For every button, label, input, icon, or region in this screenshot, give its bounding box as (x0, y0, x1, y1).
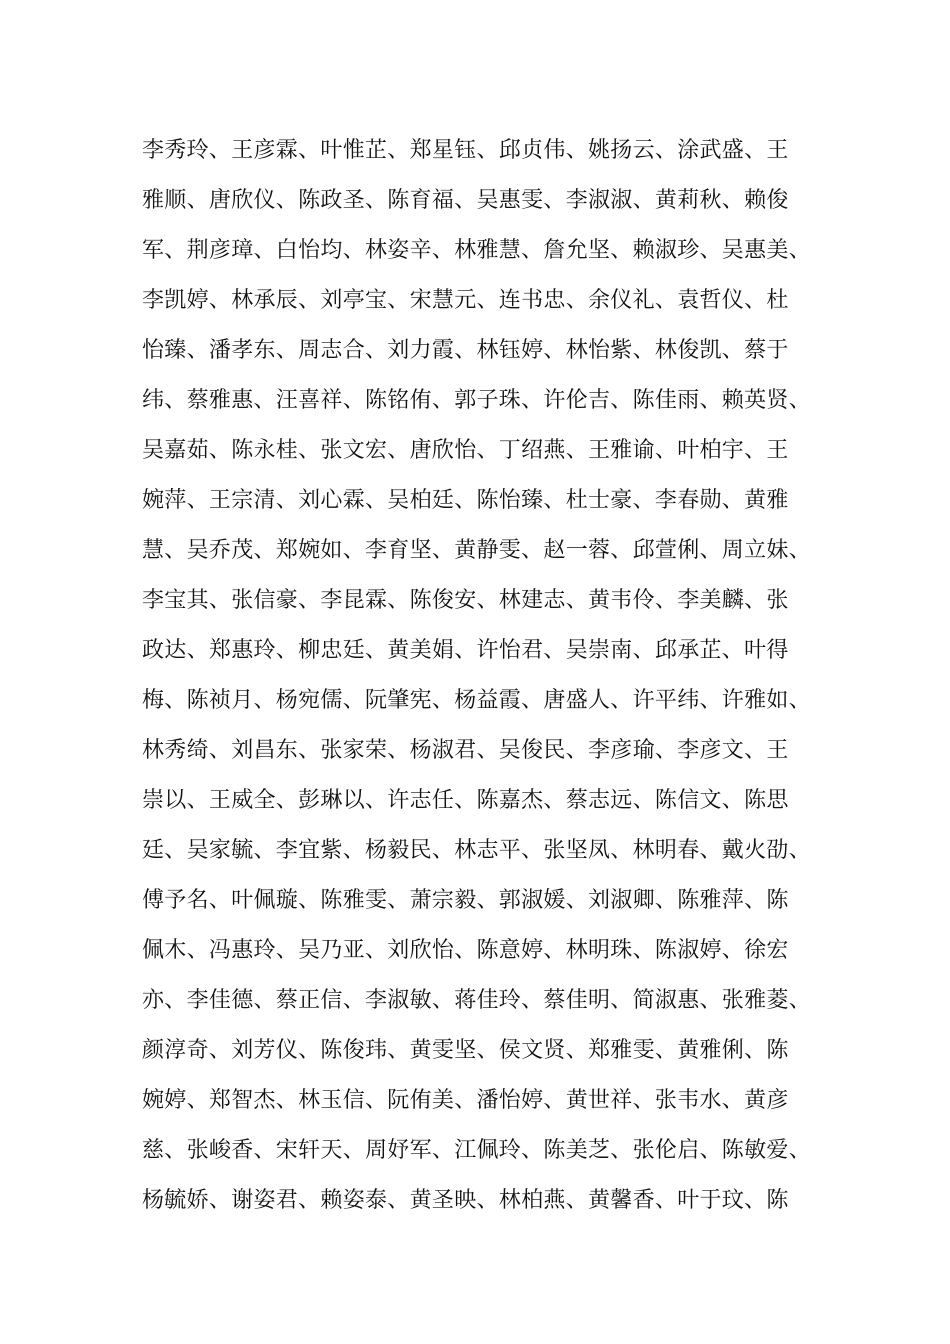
text-line: 纬、蔡雅惠、汪喜祥、陈铭侑、郭子珠、许伦吉、陈佳雨、赖英贤、 (142, 388, 812, 413)
text-line: 杨毓娇、谢姿君、赖姿泰、黄圣映、林柏燕、黄馨香、叶于玟、陈 (142, 1188, 789, 1213)
text-line: 雅顺、唐欣仪、陈政圣、陈育福、吴惠雯、李淑淑、黄莉秋、赖俊 (142, 188, 789, 213)
text-line: 婉婷、郑智杰、林玉信、阮侑美、潘怡婷、黄世祥、张韦水、黄彦 (142, 1088, 789, 1113)
text-line: 婉萍、王宗清、刘心霖、吴柏廷、陈怡臻、杜士豪、李春勋、黄雅 (142, 488, 789, 513)
text-line: 林秀绮、刘昌东、张家荣、杨淑君、吴俊民、李彦瑜、李彦文、王 (142, 738, 789, 763)
text-line: 慈、张峻香、宋轩天、周妤军、江佩玲、陈美芝、张伦启、陈敏爱、 (142, 1138, 812, 1163)
text-line: 廷、吴家毓、李宜紫、杨毅民、林志平、张坚凤、林明春、戴火劭、 (142, 838, 812, 863)
text-line: 怡臻、潘孝东、周志合、刘力霞、林钰婷、林怡紫、林俊凯、蔡于 (142, 338, 789, 363)
text-line: 慧、吴乔茂、郑婉如、李育坚、黄静雯、赵一蓉、邱萱俐、周立妹、 (142, 538, 812, 563)
text-line: 吴嘉茹、陈永桂、张文宏、唐欣怡、丁绍燕、王雅谕、叶柏宇、王 (142, 438, 789, 463)
text-line: 李凯婷、林承辰、刘亭宝、宋慧元、连书忠、余仪礼、袁哲仪、杜 (142, 288, 789, 313)
text-line: 傅予名、叶佩璇、陈雅雯、萧宗毅、郭淑媛、刘淑卿、陈雅萍、陈 (142, 888, 789, 913)
text-line: 颜淳奇、刘芳仪、陈俊玮、黄雯坚、侯文贤、郑雅雯、黄雅俐、陈 (142, 1038, 789, 1063)
text-line: 军、荆彦璋、白怡均、林姿辛、林雅慧、詹允坚、赖淑珍、吴惠美、 (142, 238, 812, 263)
text-line: 李宝其、张信豪、李昆霖、陈俊安、林建志、黄韦伶、李美麟、张 (142, 588, 789, 613)
text-line: 崇以、王威全、彭琳以、许志任、陈嘉杰、蔡志远、陈信文、陈思 (142, 788, 789, 813)
text-line: 李秀玲、王彦霖、叶惟芷、郑星钰、邱贞伟、姚扬云、涂武盛、王 (142, 138, 789, 163)
text-line: 亦、李佳德、蔡正信、李淑敏、蒋佳玲、蔡佳明、简淑惠、张雅菱、 (142, 988, 812, 1013)
name-list-paragraph (142, 131, 822, 1231)
text-line: 梅、陈祯月、杨宛儒、阮肇宪、杨益霞、唐盛人、许平纬、许雅如、 (142, 688, 812, 713)
text-line: 政达、郑惠玲、柳忠廷、黄美娟、许怡君、吴崇南、邱承芷、叶得 (142, 638, 789, 663)
text-line: 佩木、冯惠玲、吴乃亚、刘欣怡、陈意婷、林明珠、陈淑婷、徐宏 (142, 938, 789, 963)
